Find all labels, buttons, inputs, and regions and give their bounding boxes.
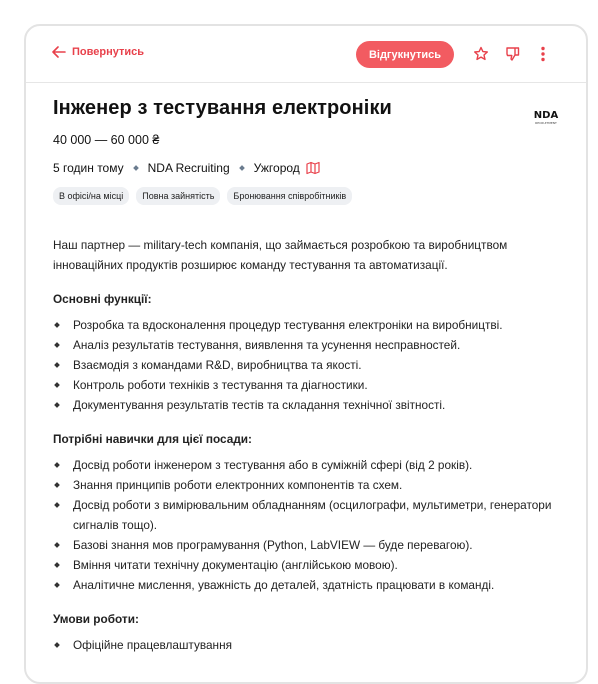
vacancy-toolbar — [26, 26, 586, 83]
thumbs-down-icon[interactable] — [505, 46, 521, 62]
tag-employment: Повна зайнятість — [136, 187, 220, 205]
vacancy-content — [53, 96, 559, 655]
list-item: Офіційне працевлаштування — [53, 635, 553, 655]
list-item: Досвід роботи з вимірювальним обладнанням (осцилографи, мультиметри, генератори сигналів тощо). — [53, 495, 553, 535]
more-vertical-icon[interactable] — [540, 46, 546, 62]
section-title: Умови роботи: — [53, 612, 139, 626]
salary: 40 000 — 60 000 ₴ — [53, 133, 160, 147]
company-name[interactable]: NDA Recruiting — [147, 161, 230, 175]
job-description — [53, 235, 553, 655]
list-item: Базові знання мов програмування (Python, LabVIEW — буде перевагою). — [53, 535, 553, 555]
apply-button[interactable]: Відгукнутись — [356, 41, 454, 68]
vacancy-card — [24, 24, 588, 684]
svg-text:RECRUITMENT: RECRUITMENT — [535, 121, 557, 125]
list-item: Аналіз результатів тестування, виявлення та усунення несправностей. — [53, 335, 553, 355]
job-title: Інженер з тестування електроніки — [53, 97, 392, 119]
separator — [133, 165, 139, 171]
tag-reservation: Бронювання співробітників — [227, 187, 352, 205]
back-link[interactable] — [52, 46, 144, 58]
svg-text:NDA: NDA — [533, 110, 559, 121]
tag-list — [53, 187, 553, 205]
job-meta — [53, 161, 553, 175]
list-item: Знання принципів роботи електронних компонентів та схем. — [53, 475, 553, 495]
city: Ужгород — [253, 161, 300, 175]
star-icon[interactable] — [473, 46, 489, 62]
back-label: Повернутись — [72, 46, 145, 58]
responsibilities-list — [53, 315, 553, 415]
list-item: Досвід роботи інженером з тестування або в суміжній сфері (від 2 років). — [53, 455, 553, 475]
posted-time: 5 годин тому — [53, 161, 124, 175]
list-item: Контроль роботи техніків з тестування та діагностики. — [53, 375, 553, 395]
list-item: Розробка та вдосконалення процедур тестування електроніки на виробництві. — [53, 315, 553, 335]
map-icon[interactable] — [306, 161, 320, 175]
company-logo[interactable] — [523, 108, 569, 126]
section-title: Потрібні навички для цієї посади: — [53, 432, 252, 446]
list-item: Взаємодія з командами R&D, виробництва та якості. — [53, 355, 553, 375]
tag-work-format: В офісі/на місці — [53, 187, 129, 205]
skills-list — [53, 455, 553, 595]
arrow-left-icon — [52, 46, 66, 58]
conditions-list — [53, 635, 553, 655]
list-item: Аналітичне мислення, уважність до деталей, здатність працювати в команді. — [53, 575, 553, 595]
list-item: Вміння читати технічну документацію (англійською мовою). — [53, 555, 553, 575]
section-title: Основні функції: — [53, 292, 152, 306]
list-item: Документування результатів тестів та складання технічної звітності. — [53, 395, 553, 415]
intro-paragraph: Наш партнер — military-tech компанія, що займається розробкою та виробництвом інноваційних продуктів розширює команду тестування та автоматизації. — [53, 238, 508, 272]
separator — [239, 165, 245, 171]
